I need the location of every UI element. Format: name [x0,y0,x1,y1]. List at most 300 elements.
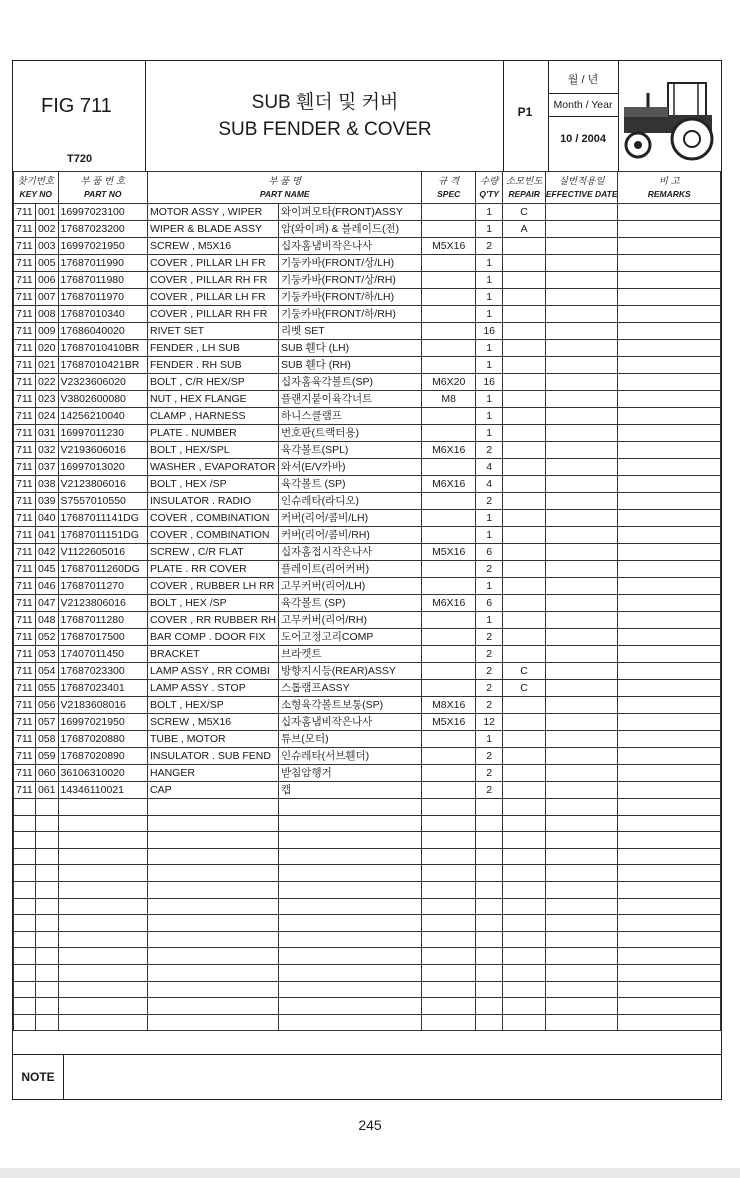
fig-number: 711 [14,425,36,442]
empty-cell [475,931,502,948]
empty-row [14,981,721,998]
fig-number: 711 [14,204,36,221]
spec [422,629,476,646]
part-name-korean: 육각볼트(SPL) [279,442,422,459]
part-number: 17687020890 [58,748,148,765]
empty-cell [279,964,422,981]
fig-number: 711 [14,561,36,578]
repair-frequency: C [503,680,546,697]
fig-number: 711 [14,476,36,493]
empty-cell [618,915,721,932]
quantity: 1 [475,425,502,442]
empty-cell [503,898,546,915]
effective-date [545,476,618,493]
part-name-korean: 기둥카바(FRONT/하/LH) [279,289,422,306]
effective-date [545,425,618,442]
empty-cell [279,815,422,832]
empty-cell [422,815,476,832]
empty-cell [545,881,618,898]
repair-frequency [503,255,546,272]
spec: M6X20 [422,374,476,391]
part-number: 17407011450 [58,646,148,663]
effective-date [545,697,618,714]
key-number: 022 [35,374,58,391]
key-number: 020 [35,340,58,357]
part-number: 17687023200 [58,221,148,238]
col-part-name: 부 품 명 PART NAME [148,172,422,204]
remarks [618,221,721,238]
part-name-english: COVER , PILLAR RH FR [148,306,279,323]
table-row [14,340,721,357]
table-row [14,493,721,510]
table-row [14,782,721,799]
repair-frequency: A [503,221,546,238]
empty-cell [545,832,618,849]
spec [422,510,476,527]
part-name-korean: 고무커버(리어/LH) [279,578,422,595]
table-row [14,289,721,306]
part-number: 17687023401 [58,680,148,697]
empty-cell [35,1014,58,1031]
key-number: 048 [35,612,58,629]
empty-cell [503,931,546,948]
key-number: 005 [35,255,58,272]
fig-number: 711 [14,238,36,255]
empty-cell [503,948,546,965]
table-row [14,476,721,493]
spec [422,306,476,323]
empty-cell [58,832,148,849]
empty-cell [545,815,618,832]
date-label-korean: 월 / 년 [567,74,599,86]
fig-number: 711 [14,459,36,476]
col-effective-date: 실번적용일 EFFECTIVE DATE [545,172,618,204]
empty-row [14,948,721,965]
part-number: 17687010340 [58,306,148,323]
effective-date [545,493,618,510]
key-number: 054 [35,663,58,680]
quantity: 1 [475,578,502,595]
date-value: 10 / 2004 [560,133,606,145]
empty-cell [148,881,279,898]
repair-frequency [503,697,546,714]
effective-date [545,561,618,578]
note-label: NOTE [13,1055,64,1099]
empty-cell [475,981,502,998]
empty-cell [618,881,721,898]
spec [422,459,476,476]
empty-cell [58,1014,148,1031]
empty-cell [35,799,58,816]
fig-number: 711 [14,714,36,731]
table-row [14,238,721,255]
fig-number: 711 [14,374,36,391]
fig-number: 711 [14,782,36,799]
part-name-english: COVER , PILLAR LH FR [148,289,279,306]
spec: M5X16 [422,238,476,255]
table-row [14,510,721,527]
empty-cell [35,898,58,915]
part-name-english: BAR COMP . DOOR FIX [148,629,279,646]
empty-cell [618,964,721,981]
fig-number: 711 [14,289,36,306]
part-name-english: PLATE . RR COVER [148,561,279,578]
part-number: 17687011280 [58,612,148,629]
empty-cell [279,998,422,1015]
empty-cell [14,998,36,1015]
empty-cell [58,881,148,898]
fig-number: 711 [14,629,36,646]
empty-cell [279,915,422,932]
scan-edge [0,1168,740,1178]
table-row [14,425,721,442]
note-row [13,1054,721,1099]
part-name-korean: 십자홈육각볼트(SP) [279,374,422,391]
part-name-korean: 스톱램프ASSY [279,680,422,697]
part-number: V1122605016 [58,544,148,561]
quantity: 2 [475,561,502,578]
empty-row [14,832,721,849]
parts-catalog-page [12,60,722,1100]
effective-date [545,272,618,289]
part-number: 17687011990 [58,255,148,272]
empty-cell [422,998,476,1015]
part-number: V2183608016 [58,697,148,714]
part-name-korean: 리벳 SET [279,323,422,340]
quantity: 1 [475,204,502,221]
quantity: 1 [475,612,502,629]
fig-number: 711 [14,748,36,765]
fig-number: 711 [14,408,36,425]
empty-cell [503,915,546,932]
quantity: 4 [475,459,502,476]
part-name-korean: 기둥카바(FRONT/상/LH) [279,255,422,272]
effective-date [545,442,618,459]
empty-cell [503,998,546,1015]
fig-number: 711 [14,527,36,544]
key-number: 046 [35,578,58,595]
part-name-english: BRACKET [148,646,279,663]
repair-frequency [503,493,546,510]
fig-number: 711 [14,255,36,272]
repair-frequency [503,238,546,255]
key-number: 053 [35,646,58,663]
title-english: SUB FENDER & COVER [218,119,432,140]
repair-frequency [503,612,546,629]
part-name-english: INSULATOR . RADIO [148,493,279,510]
empty-cell [422,981,476,998]
spec: M8 [422,391,476,408]
fig-number: 711 [14,697,36,714]
part-number: S7557010550 [58,493,148,510]
empty-cell [422,931,476,948]
quantity: 2 [475,442,502,459]
empty-cell [279,848,422,865]
remarks [618,204,721,221]
spec [422,561,476,578]
spec [422,357,476,374]
empty-cell [475,1014,502,1031]
empty-cell [545,981,618,998]
table-row [14,527,721,544]
quantity: 16 [475,323,502,340]
empty-cell [545,915,618,932]
table-row [14,561,721,578]
empty-cell [422,964,476,981]
quantity: 4 [475,476,502,493]
part-number: V2193606016 [58,442,148,459]
empty-cell [14,881,36,898]
empty-cell [279,931,422,948]
table-row [14,544,721,561]
fig-number: 711 [14,680,36,697]
table-row [14,272,721,289]
empty-cell [148,848,279,865]
empty-cell [148,964,279,981]
empty-cell [14,1014,36,1031]
quantity: 12 [475,714,502,731]
effective-date [545,340,618,357]
empty-cell [545,998,618,1015]
empty-cell [35,815,58,832]
empty-cell [618,1014,721,1031]
empty-row [14,865,721,882]
effective-date [545,782,618,799]
page-code: P1 [517,105,533,119]
key-number: 058 [35,731,58,748]
empty-row [14,898,721,915]
col-part-no: 부 품 번 호 PART NO [58,172,148,204]
remarks [618,374,721,391]
remarks [618,714,721,731]
table-row [14,765,721,782]
fig-number: 711 [14,323,36,340]
part-name-english: INSULATOR . SUB FEND [148,748,279,765]
col-remarks: 비 고 REMARKS [618,172,721,204]
effective-date [545,544,618,561]
table-row [14,612,721,629]
effective-date [545,306,618,323]
empty-row [14,1014,721,1031]
repair-frequency [503,272,546,289]
empty-cell [618,799,721,816]
part-name-korean: 커버(리어/콤비/RH) [279,527,422,544]
part-name-english: COVER , PILLAR RH FR [148,272,279,289]
empty-cell [475,815,502,832]
remarks [618,493,721,510]
part-number: 16997021950 [58,238,148,255]
part-name-english: BOLT , HEX /SP [148,476,279,493]
empty-cell [14,964,36,981]
remarks [618,697,721,714]
empty-cell [58,915,148,932]
effective-date [545,289,618,306]
empty-cell [503,964,546,981]
part-number: 17687010421BR [58,357,148,374]
empty-row [14,815,721,832]
empty-cell [148,915,279,932]
table-row [14,374,721,391]
repair-frequency [503,527,546,544]
remarks [618,442,721,459]
spec: M5X16 [422,714,476,731]
part-name-english: RIVET SET [148,323,279,340]
remarks [618,476,721,493]
fig-number: 711 [14,765,36,782]
effective-date [545,765,618,782]
empty-cell [279,881,422,898]
quantity: 2 [475,663,502,680]
key-number: 007 [35,289,58,306]
remarks [618,306,721,323]
fig-number: 711 [14,391,36,408]
quantity: 2 [475,646,502,663]
empty-cell [148,998,279,1015]
empty-cell [475,998,502,1015]
remarks [618,510,721,527]
spec [422,748,476,765]
spec: M5X16 [422,544,476,561]
table-row [14,731,721,748]
empty-cell [422,948,476,965]
repair-frequency [503,391,546,408]
figure-title: FIG 711 [41,95,112,117]
part-name-korean: 육각볼트 (SP) [279,595,422,612]
fig-number: 711 [14,663,36,680]
empty-cell [545,799,618,816]
empty-cell [35,948,58,965]
table-row [14,306,721,323]
key-number: 040 [35,510,58,527]
quantity: 2 [475,748,502,765]
empty-cell [475,799,502,816]
quantity: 2 [475,697,502,714]
table-row [14,663,721,680]
repair-frequency [503,646,546,663]
part-name-english: MOTOR ASSY , WIPER [148,204,279,221]
spec [422,612,476,629]
empty-row [14,848,721,865]
part-name-english: SCREW , M5X16 [148,238,279,255]
effective-date [545,357,618,374]
empty-row [14,931,721,948]
remarks [618,391,721,408]
empty-cell [279,832,422,849]
key-number: 056 [35,697,58,714]
empty-cell [618,865,721,882]
empty-cell [618,832,721,849]
repair-frequency [503,782,546,799]
part-name-english: FENDER , LH SUB [148,340,279,357]
repair-frequency [503,714,546,731]
part-number: V2123806016 [58,476,148,493]
part-name-english: BOLT , HEX/SPL [148,442,279,459]
part-name-korean: 도어고정고리COMP [279,629,422,646]
remarks [618,612,721,629]
empty-cell [503,1014,546,1031]
empty-row [14,964,721,981]
empty-cell [618,948,721,965]
quantity: 1 [475,306,502,323]
part-number: 17687011970 [58,289,148,306]
spec: M6X16 [422,476,476,493]
effective-date [545,510,618,527]
key-number: 002 [35,221,58,238]
table-row [14,442,721,459]
key-number: 061 [35,782,58,799]
empty-cell [35,998,58,1015]
key-number: 047 [35,595,58,612]
date-label-english: Month / Year [548,93,618,117]
part-name-korean: 소형육각볼트보통(SP) [279,697,422,714]
empty-cell [475,881,502,898]
quantity: 1 [475,357,502,374]
quantity: 1 [475,340,502,357]
spec [422,527,476,544]
part-name-english: COVER , RR RUBBER RH [148,612,279,629]
table-row [14,255,721,272]
effective-date [545,663,618,680]
part-number: V2323606020 [58,374,148,391]
repair-frequency [503,510,546,527]
repair-frequency [503,442,546,459]
empty-cell [618,815,721,832]
part-name-korean: 플레이트(리어커버) [279,561,422,578]
quantity: 2 [475,765,502,782]
page-number: 245 [358,1117,382,1133]
quantity: 1 [475,272,502,289]
empty-cell [148,832,279,849]
repair-frequency [503,595,546,612]
empty-cell [545,865,618,882]
remarks [618,459,721,476]
repair-frequency [503,748,546,765]
empty-cell [35,964,58,981]
quantity: 1 [475,391,502,408]
part-name-english: LAMP ASSY . STOP [148,680,279,697]
repair-frequency [503,459,546,476]
part-name-english: PLATE . NUMBER [148,425,279,442]
spec [422,680,476,697]
part-name-english: BOLT , C/R HEX/SP [148,374,279,391]
table-row [14,391,721,408]
col-key-no: 찾기번호 KEY NO [14,172,59,204]
part-number: 16997013020 [58,459,148,476]
effective-date [545,459,618,476]
part-name-korean: 인슈레타(서브휀더) [279,748,422,765]
repair-frequency [503,289,546,306]
empty-cell [148,898,279,915]
part-number: V2123806016 [58,595,148,612]
remarks [618,765,721,782]
part-name-english: CLAMP , HARNESS [148,408,279,425]
remarks [618,255,721,272]
part-name-korean: 육각볼트 (SP) [279,476,422,493]
quantity: 2 [475,782,502,799]
remarks [618,289,721,306]
effective-date [545,731,618,748]
empty-cell [545,898,618,915]
key-number: 038 [35,476,58,493]
fig-number: 711 [14,357,36,374]
empty-cell [618,998,721,1015]
empty-cell [14,981,36,998]
empty-cell [475,948,502,965]
part-name-korean: 암(와이퍼) & 블레이드(전) [279,221,422,238]
empty-cell [14,865,36,882]
empty-cell [14,832,36,849]
repair-frequency [503,765,546,782]
